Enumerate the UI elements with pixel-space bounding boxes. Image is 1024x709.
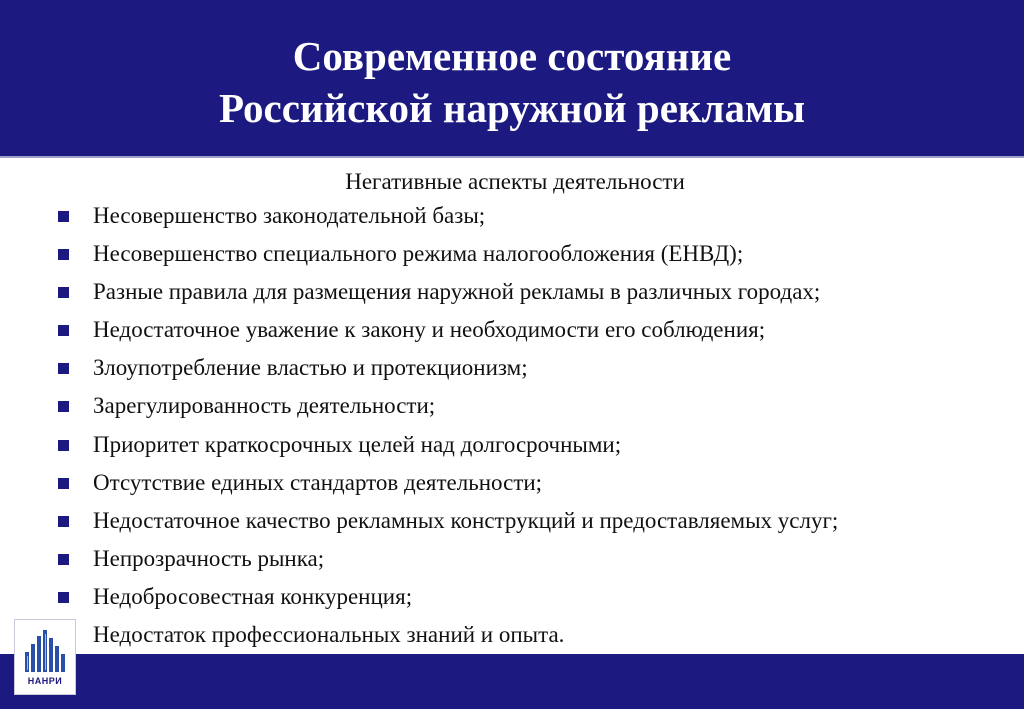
slide-title	[0, 30, 1024, 134]
bullet-list	[0, 199, 1024, 656]
list-item: Разные правила для размещения наружной рекламы в различных городах;	[0, 275, 1024, 313]
list-item: Несовершенство специального режима налогообложения (ЕНВД);	[0, 237, 1024, 275]
title-banner	[0, 0, 1024, 158]
list-item: Непрозрачность рынка;	[0, 542, 1024, 580]
list-item: Недостаток профессиональных знаний и опыта.	[93, 622, 565, 648]
nanri-bars-icon	[19, 626, 71, 674]
square-bullet-icon	[58, 363, 69, 374]
list-item: Отсутствие единых стандартов деятельности;	[0, 466, 1024, 504]
square-bullet-icon	[58, 249, 69, 260]
square-bullet-icon	[58, 287, 69, 298]
slide-title-line-2: Российской наружной рекламы	[219, 85, 805, 131]
footer-bar	[0, 654, 1024, 709]
logo-label: НАНРИ	[27, 676, 63, 686]
list-item: Зарегулированность деятельности;	[0, 389, 1024, 427]
square-bullet-icon	[58, 478, 69, 489]
nanri-logo-icon	[14, 619, 76, 695]
square-bullet-icon	[58, 325, 69, 336]
list-item: Недостаточное уважение к закону и необходимости его соблюдения;	[0, 313, 1024, 351]
square-bullet-icon	[58, 516, 69, 527]
list-item: Несовершенство законодательной базы;	[0, 199, 1024, 237]
square-bullet-icon	[58, 440, 69, 451]
square-bullet-icon	[58, 592, 69, 603]
square-bullet-icon	[58, 401, 69, 412]
square-bullet-icon	[58, 554, 69, 565]
section-subtitle: Негативные аспекты деятельности	[345, 169, 685, 194]
list-item: Приоритет краткосрочных целей над долгосрочными;	[0, 428, 1024, 466]
list-item: Недостаточное качество рекламных конструкций и предоставляемых услуг;	[0, 504, 1024, 542]
slide-title-line-1: Современное состояние	[292, 33, 732, 79]
square-bullet-icon	[58, 211, 69, 222]
list-item: Злоупотребление властью и протекционизм;	[0, 351, 1024, 389]
list-item: Недобросовестная конкуренция;	[0, 580, 1024, 618]
